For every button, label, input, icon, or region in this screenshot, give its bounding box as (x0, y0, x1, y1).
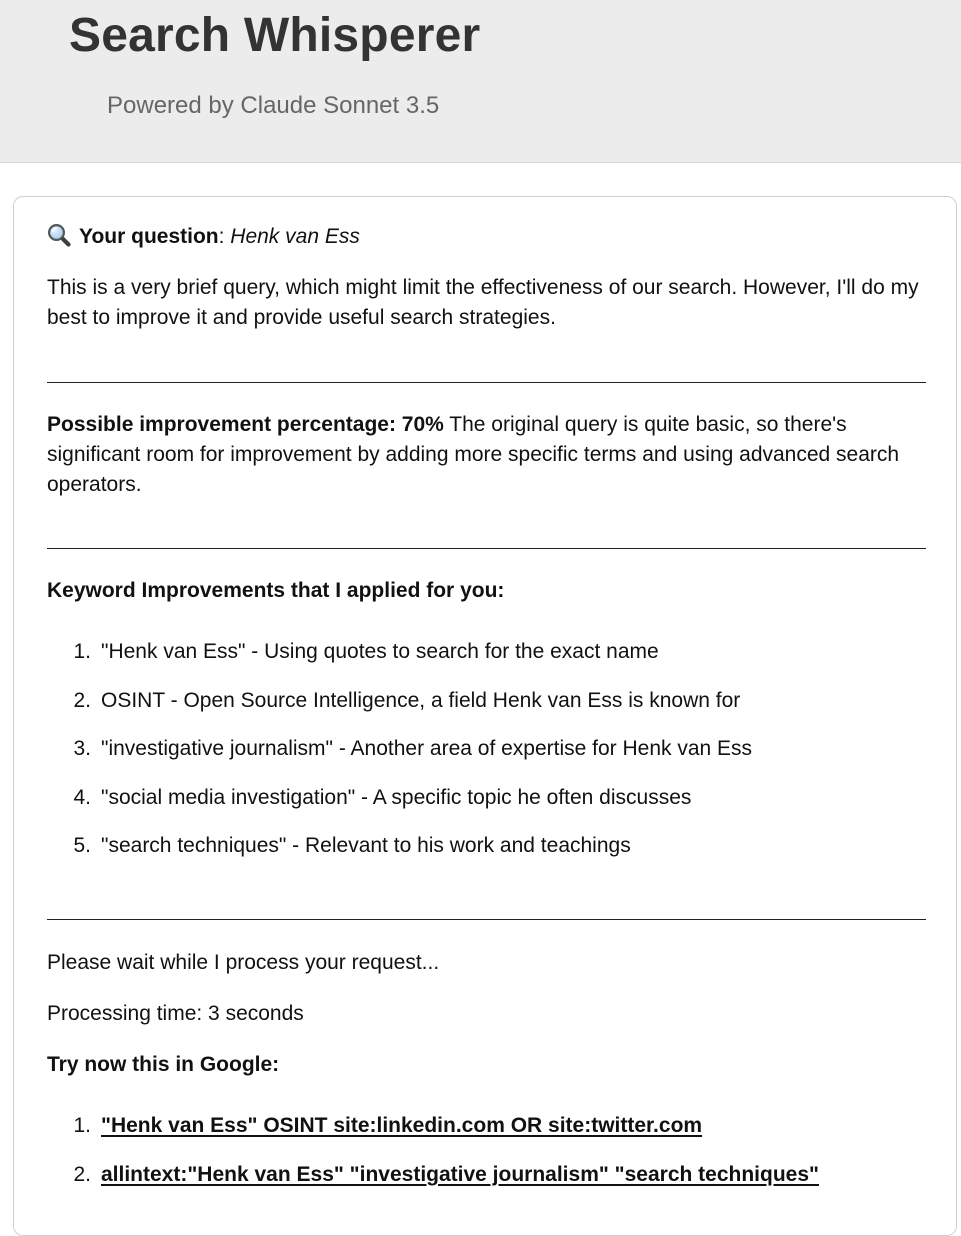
keyword-text: "search techniques" - Relevant to his work and teachings (101, 834, 631, 858)
google-query-item (47, 1111, 927, 1160)
improvement-label: Possible improvement percentage: 70% (47, 413, 444, 436)
google-query-link[interactable]: allintext:"Henk van Ess" "investigative journalism" "search techniques" (101, 1163, 819, 1186)
google-query-item (47, 1160, 927, 1209)
question-label: Your question (79, 225, 219, 248)
keyword-text: OSINT - Open Source Intelligence, a field Henk van Ess is known for (101, 688, 741, 712)
keyword-item (47, 734, 927, 783)
improvement-text: The original query is quite basic, so there's significant room for improvement by adding more specific terms and using advanced search operators. (47, 413, 900, 496)
question-separator: : (218, 225, 231, 248)
keyword-item (47, 831, 927, 880)
question-line (47, 222, 927, 252)
keyword-item (47, 637, 927, 686)
app-header (0, 0, 961, 163)
divider (47, 382, 926, 383)
list-number: 5. (73, 834, 91, 858)
app-subtitle: Powered by Claude Sonnet 3.5 (107, 92, 440, 119)
processing-time: Processing time: 3 seconds (47, 1002, 304, 1025)
list-number: 3. (73, 737, 91, 761)
divider (47, 548, 926, 549)
google-query-link[interactable]: "Henk van Ess" OSINT site:linkedin.com OR site:twitter.com (101, 1114, 703, 1137)
keyword-item (47, 783, 927, 832)
magnifying-glass-icon (47, 223, 71, 247)
list-number: 1. (73, 1114, 91, 1137)
list-number: 4. (73, 785, 91, 809)
keyword-text: "social media investigation" - A specific topic he often discusses (101, 785, 692, 809)
divider (47, 919, 926, 920)
question-value: Henk van Ess (230, 225, 360, 248)
keyword-heading: Keyword Improvements that I applied for you: (47, 579, 505, 602)
intro-text: This is a very brief query, which might limit the effectiveness of our search. However, I'll do my best to improve it and provide useful search strategies. (47, 276, 919, 329)
google-query-list (47, 1111, 927, 1209)
improvement-paragraph (47, 410, 927, 500)
wait-message: Please wait while I process your request... (47, 951, 440, 974)
keyword-item (47, 686, 927, 735)
app-title: Search Whisperer (69, 9, 481, 62)
list-number: 2. (73, 1163, 91, 1186)
keyword-text: "investigative journalism" - Another area of expertise for Henk van Ess (101, 737, 753, 761)
keyword-text: "Henk van Ess" - Using quotes to search for the exact name (101, 640, 659, 663)
keyword-list (47, 637, 927, 880)
list-number: 1. (73, 640, 91, 663)
try-google-heading: Try now this in Google: (47, 1053, 280, 1076)
list-number: 2. (73, 688, 91, 712)
